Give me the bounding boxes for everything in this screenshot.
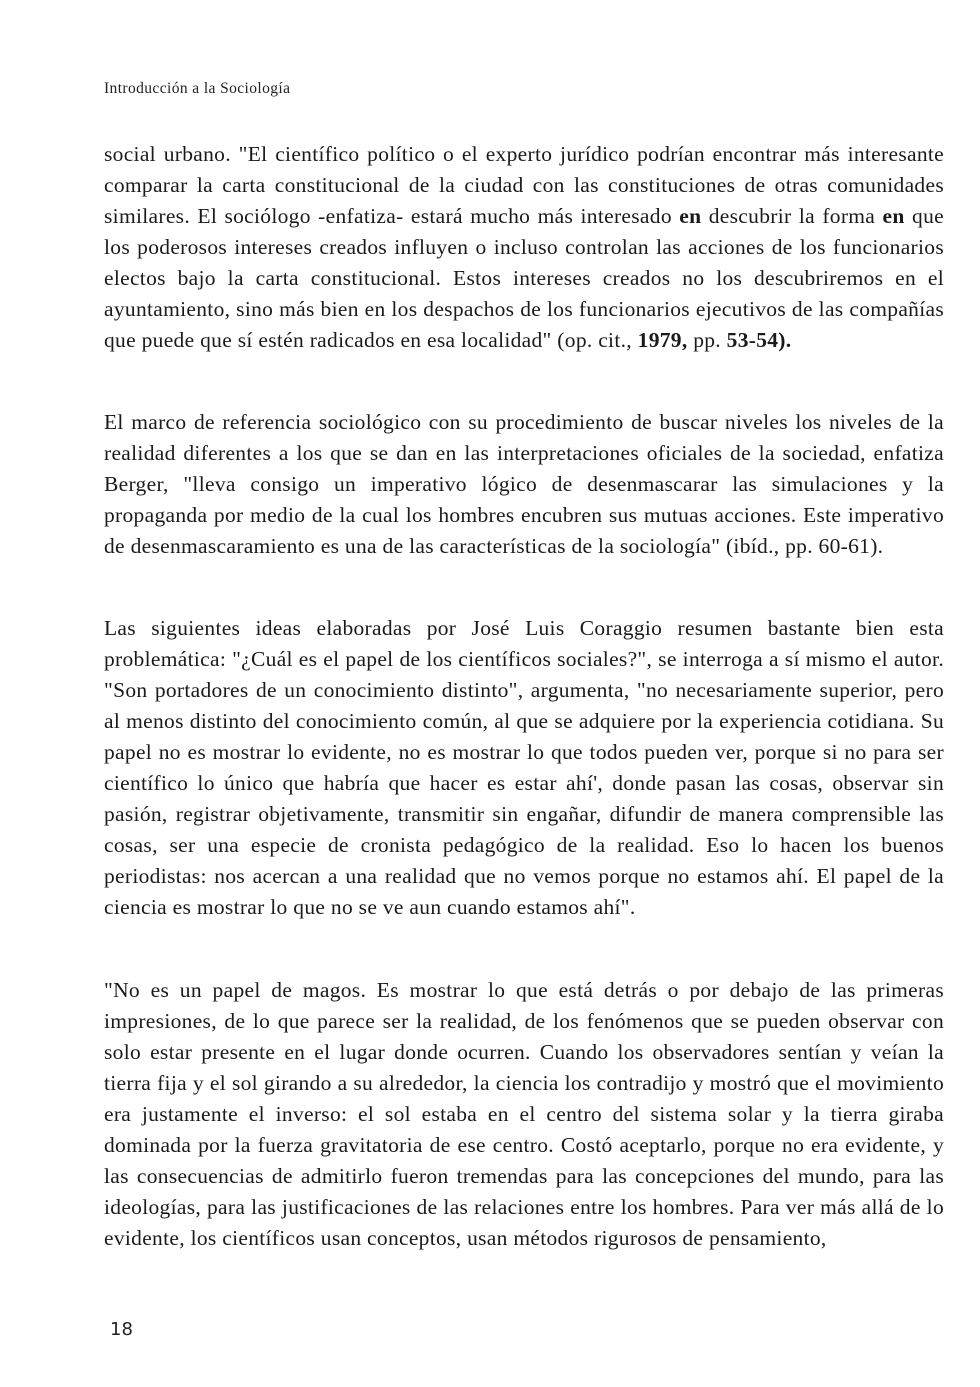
paragraph-3: Las siguientes ideas elaboradas por José Luis Coraggio resumen bastante bien esta problemática: "¿Cuál es el papel de los científicos sociales?", se interroga a sí mismo el autor. "Son portadores de un conocimiento distinto", argumenta, "no necesariamente superior, pero al menos distinto del conocimiento común, al que se adquiere por la experiencia cotidiana. Su papel no es mostrar lo evidente, no es mostrar lo que todos pueden ver, porque si no para ser científico lo único que habría que hacer es estar ahí', donde pasan las cosas, observar sin pasión, registrar objetivamente, transmitir sin engañar, difundir de manera comprensible las cosas, ser una especie de cronista pedagógico de la realidad. Eso lo hacen los buenos periodistas: nos acercan a una realidad que no vemos porque no estamos ahí. El papel de la ciencia es mostrar lo que no se ve aun cuando estamos ahí". bbox=[104, 616, 944, 919]
paragraph-1-text-d: pp. bbox=[687, 328, 727, 352]
paragraph-1-bold-en-2: en bbox=[882, 204, 905, 228]
paragraph-1-bold-en-1: en bbox=[679, 204, 702, 228]
paragraph-1-text-b: descubrir la forma bbox=[701, 204, 883, 228]
paragraph-1-bold-pages: 53-54). bbox=[726, 328, 792, 352]
paragraph-1-text-a: social urbano. "El científico político o el experto jurídico podrían encontrar más interesante comparar la carta constitucional de la ciudad con las constituciones de otras comunidades similares. El sociólogo -enfatiza- estará mucho más interesado bbox=[104, 142, 944, 228]
paragraph-1-bold-year: 1979, bbox=[637, 328, 688, 352]
paragraph-4: "No es un papel de magos. Es mostrar lo que está detrás o por debajo de las primeras impresiones, de lo que parece ser la realidad, de los fenómenos que se pueden observar con solo estar presente en el lugar donde ocurren. Cuando los observadores sentían y veían la tierra fija y el sol girando a su alrededor, la ciencia los contradijo y mostró que el movimiento era justamente el inverso: el sol estaba en el centro del sistema solar y la tierra giraba dominada por la fuerza gravitatoria de ese centro. Costó aceptarlo, porque no era evidente, y las consecuencias de admitirlo fueron tremendas para las concepciones del mundo, para las ideologías, para las justificaciones de las relaciones entre los hombres. Para ver más allá de lo evidente, los científicos usan conceptos, usan métodos rigurosos de pensamiento, bbox=[104, 978, 944, 1250]
paragraph-2: El marco de referencia sociológico con su procedimiento de buscar niveles los niveles de la realidad diferentes a los que se dan en las interpretaciones oficiales de la sociedad, enfatiza Berger, "lleva consigo un imperativo lógico de desenmascarar las simulaciones y la propaganda por medio de la cual los hombres encubren sus mutuas acciones. Este imperativo de desenmascaramiento es una de las características de la sociología" (ibíd., pp. 60-61). bbox=[104, 410, 944, 558]
paragraph-1-text-c: que los poderosos intereses creados influyen o incluso controlan las acciones de los funcionarios electos bajo la carta constitucional. Estos intereses creados no los descubriremos en el ayuntamiento, sino más bien en los despachos de los funcionarios ejecutivos de las compañías que puede que sí estén radicados en esa localidad" (op. cit., bbox=[104, 204, 944, 352]
page-number: 18 bbox=[110, 1319, 133, 1340]
paragraph-1 bbox=[104, 139, 944, 356]
running-header-title: Introducción a la Sociología bbox=[104, 80, 291, 97]
